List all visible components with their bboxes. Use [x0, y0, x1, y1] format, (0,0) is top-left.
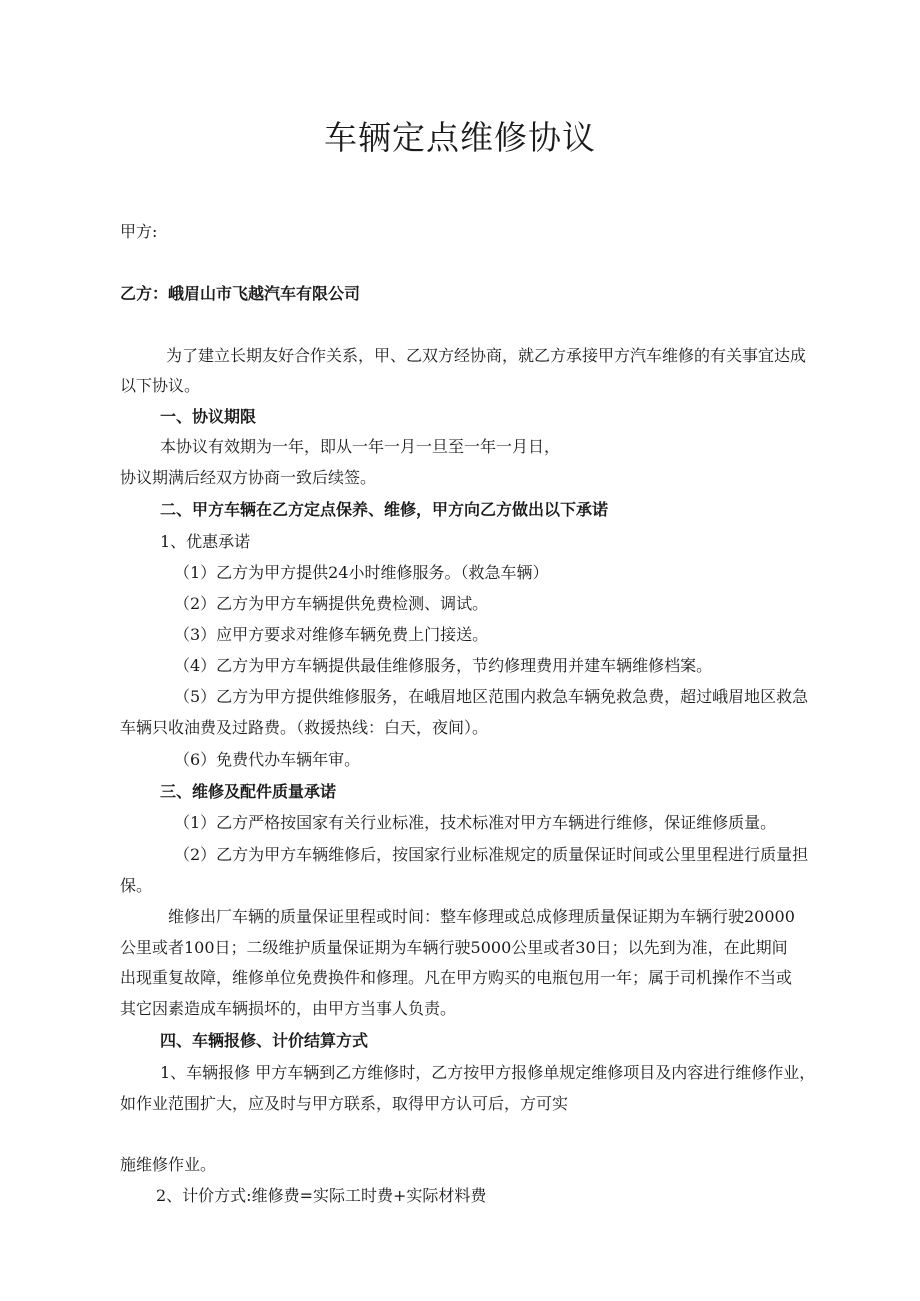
- section-4-item-1-line-2: 如作业范围扩大，应及时与甲方联系，取得甲方认可后，方可实: [120, 1094, 569, 1113]
- section-3-para-line-1: 维修出厂车辆的质量保证里程或时间：整车修理或总成修理质量保证期为车辆行驶20000: [168, 907, 795, 926]
- section-4-item-1-line-3: 施维修作业。: [120, 1155, 217, 1174]
- section-2-item-6: （6）免费代办车辆年审。: [174, 750, 361, 769]
- party-a-line: 甲方:: [120, 222, 158, 241]
- section-3-item-2-line-2: 保。: [120, 876, 153, 895]
- section-4-heading: 四、车辆报修、计价结算方式: [160, 1031, 369, 1050]
- section-3-heading: 三、维修及配件质量承诺: [160, 782, 337, 801]
- section-3-item-1: （1）乙方严格按国家有关行业标准，技术标准对甲方车辆进行维修，保证维修质量。: [174, 813, 777, 832]
- section-2-subheading: 1、优惠承诺: [160, 532, 251, 551]
- section-2-item-2: （2）乙方为甲方车辆提供免费检测、调试。: [174, 594, 489, 613]
- section-3-para-line-3: 出现重复故障，维修单位免费换件和修理。凡在甲方购买的电瓶包用一年；属于司机操作不当或: [120, 968, 793, 987]
- section-3-para-line-2: 公里或者100日；二级维护质量保证期为车辆行驶5000公里或者30日；以先到为准，在此期间: [120, 938, 788, 957]
- section-3-item-2-line-1: （2）乙方为甲方车辆维修后，按国家行业标准规定的质量保证时间或公里里程进行质量担: [174, 845, 809, 864]
- document-title: 车辆定点维修协议: [324, 118, 596, 157]
- section-2-item-5-line-1: （5）乙方为甲方提供维修服务，在峨眉地区范围内救急车辆免救急费，超过峨眉地区救急: [174, 687, 809, 706]
- section-2-item-3: （3）应甲方要求对维修车辆免费上门接送。: [174, 625, 489, 644]
- section-1-heading: 一、协议期限: [160, 407, 257, 426]
- section-2-heading: 二、甲方车辆在乙方定点保养、维修，甲方向乙方做出以下承诺: [160, 500, 609, 519]
- party-b-line: 乙方：峨眉山市飞越汽车有限公司: [120, 284, 361, 303]
- section-2-item-5-line-2: 车辆只收油费及过路费。（救援热线：白天，夜间）。: [120, 718, 489, 737]
- section-2-item-1: （1）乙方为甲方提供24小时维修服务。（救急车辆）: [174, 563, 549, 582]
- section-3-para-line-4: 其它因素造成车辆损坏的，由甲方当事人负责。: [120, 999, 457, 1018]
- section-1-line-2: 协议期满后经双方协商一致后续签。: [120, 468, 377, 487]
- intro-line-1: 为了建立长期友好合作关系，甲、乙双方经协商，就乙方承接甲方汽车维修的有关事宜达成: [166, 346, 807, 365]
- intro-line-2: 以下协议。: [120, 376, 201, 395]
- section-2-item-4: （4）乙方为甲方车辆提供最佳维修服务，节约修理费用并建车辆维修档案。: [174, 656, 713, 675]
- section-4-item-1-line-1: 1、车辆报修 甲方车辆到乙方维修时，乙方按甲方报修单规定维修项目及内容进行维修作业，: [160, 1063, 816, 1082]
- section-1-line-1: 本协议有效期为一年，即从一年一月一旦至一年一月日，: [160, 437, 561, 456]
- section-4-item-2: 2、计价方式:维修费=实际工时费+实际材料费: [156, 1186, 487, 1205]
